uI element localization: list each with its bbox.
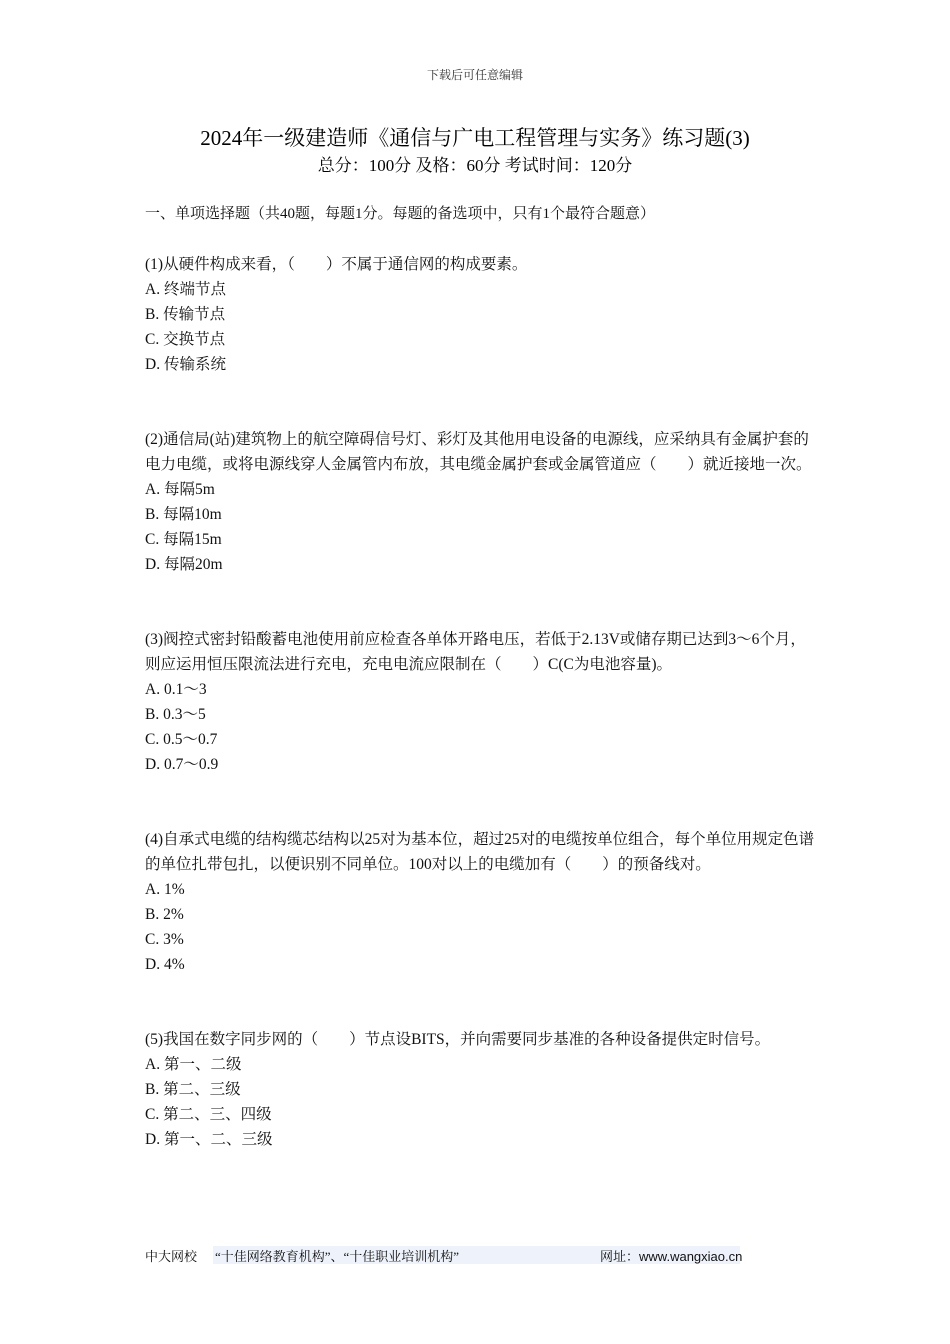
option-c: C. 0.5～0.7: [145, 731, 218, 748]
option-c: C. 第二、三、四级: [145, 1106, 272, 1123]
footer-school-name: 中大网校: [145, 1249, 198, 1264]
option-c: C. 3%: [145, 931, 184, 948]
question-text: (3)阀控式密封铅酸蓄电池使用前应检查各单体开路电压，若低于2.13V或储存期已达到3～6个月，则应运用恒压限流法进行充电，充电电流应限制在（ ）C(C为电池容量)。: [145, 631, 806, 673]
exam-title: 2024年一级建造师《通信与广电工程管理与实务》练习题(3): [200, 126, 750, 150]
option-a: A. 第一、二级: [145, 1056, 242, 1073]
option-c: C. 交换节点: [145, 331, 226, 348]
question-3: [145, 627, 820, 777]
exam-subtitle: 总分：100分 及格：60分 考试时间：120分: [317, 156, 633, 175]
option-d: D. 第一、二、三级: [145, 1131, 273, 1148]
download-note: 下载后可任意编辑: [426, 68, 523, 82]
question-5: [145, 1027, 820, 1152]
footer-website: [600, 1246, 742, 1265]
section-heading: 一、单项选择题（共40题，每题1分。每题的备选项中，只有1个最符合题意）: [145, 206, 656, 222]
option-b: B. 传输节点: [145, 306, 226, 323]
option-a: A. 每隔5m: [145, 481, 215, 498]
option-c: C. 每隔15m: [145, 531, 222, 548]
question-4: [145, 827, 820, 977]
question-text: (2)通信局(站)建筑物上的航空障碍信号灯、彩灯及其他用电设备的电源线，应采纳具有金属护套的电力电缆，或将电源线穿人金属管内布放，其电缆金属护套或金属管道应（ ）就近接地一次。: [145, 431, 812, 473]
footer-url-label: 网址：: [600, 1249, 640, 1264]
option-d: D. 每隔20m: [145, 556, 223, 573]
question-text: (1)从硬件构成来看，（ ）不属于通信网的构成要素。: [145, 256, 528, 273]
option-b: B. 2%: [145, 906, 184, 923]
footer-slogan: “十佳网络教育机构”、“十佳职业培训机构”: [213, 1246, 740, 1264]
option-a: A. 终端节点: [145, 281, 226, 298]
question-text: (4)自承式电缆的结构缆芯结构以25对为基本位，超过25对的电缆按单位组合，每个单位用规定色谱的单位扎带包扎，以便识别不同单位。100对以上的电缆加有（ ）的预备线对。: [145, 831, 815, 873]
footer-url: www.wangxiao.cn: [639, 1249, 743, 1264]
option-d: D. 4%: [145, 956, 185, 973]
page-footer: [145, 1246, 825, 1266]
option-d: D. 传输系统: [145, 356, 226, 373]
option-b: B. 0.3～5: [145, 706, 206, 723]
question-1: [145, 252, 820, 377]
question-text: (5)我国在数字同步网的（ ）节点设BITS，并向需要同步基准的各种设备提供定时信号。: [145, 1031, 771, 1048]
question-list: [145, 252, 820, 1202]
question-2: [145, 427, 820, 577]
option-b: B. 第二、三级: [145, 1081, 241, 1098]
option-a: A. 1%: [145, 881, 185, 898]
option-a: A. 0.1～3: [145, 681, 207, 698]
option-b: B. 每隔10m: [145, 506, 222, 523]
option-d: D. 0.7～0.9: [145, 756, 219, 773]
